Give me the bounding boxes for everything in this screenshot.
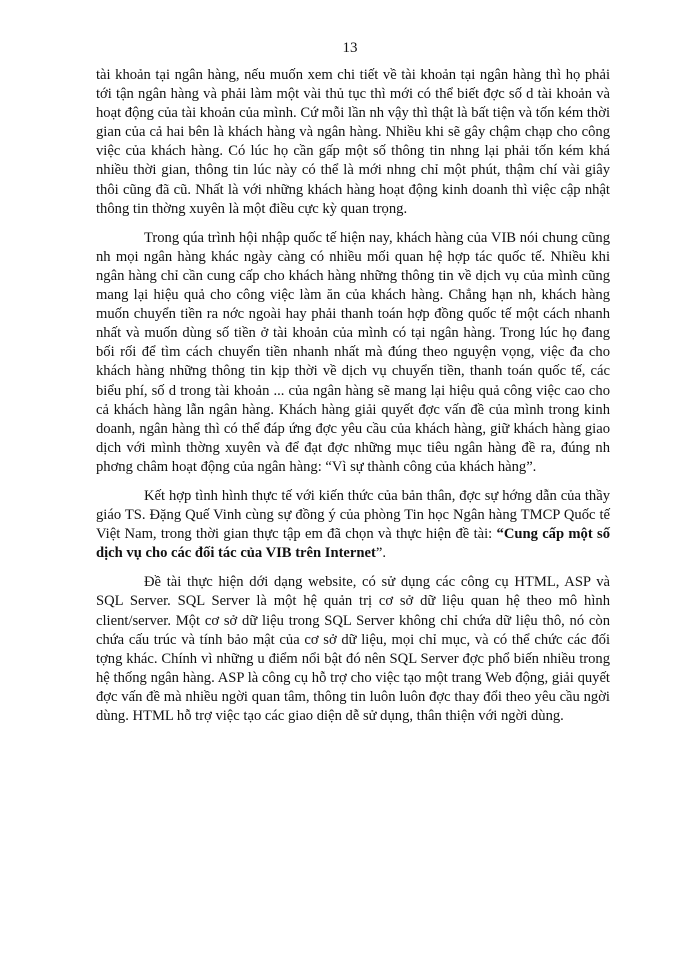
paragraph-thesis-topic	[96, 487, 610, 563]
paragraph-international-integration: Trong qúa trình hội nhập quốc tế hiện nay, khách hàng của VIB nói chung cũng nh mọi ngân hàng khác ngày càng có nhiều mối quan hệ hợp tác quốc tế. Nhiều khi ngân hàng chỉ cần cung cấp cho khách hàng những thông tin về dịch vụ của mình cũng mang lại hiệu quả cho công việc làm ăn của khách hàng. Chẳng hạn nh, khách hàng muốn chuyển tiền ra nớc ngoài hay phải thanh toán hợp đồng quốc tế một cách nhanh nhất và muốn dùng số tiền ở tài khoản của mình có tại ngân hàng. Trong lúc họ đang bối rối để tìm cách chuyển tiền nhanh nhất mà đúng theo nguyện vọng, việc đa cho khách hàng những thông tin kịp thời về dịch vụ chuyển tiền, thanh toán quốc tế, các biểu phí, số d trong tài khoản ... của ngân hàng sẽ mang lại hiệu quả công việc cao cho cả khách hàng lẫn ngân hàng. Khách hàng giải quyết đợc vấn đề của mình trong kinh doanh, ngân hàng thì có thể đáp ứng đợc yêu cầu của khách hàng, giữ khách hàng giao dịch với mình thờng xuyên và để đạt đợc những mục tiêu ngân hàng đề ra, đúng nh phơng châm hoạt động của ngân hàng: “Vì sự thành công của khách hàng”.	[96, 229, 610, 475]
paragraph-technologies: Đề tài thực hiện dới dạng website, có sử dụng các công cụ HTML, ASP và SQL Server. SQL Server là một hệ quản trị cơ sở dữ liệu quan hệ theo mô hình client/server. Một cơ sở dữ liệu trong SQL Server không chỉ chứa dữ liệu thô, nó còn chứa cấu trúc và tính bảo mật của cơ sở dữ liệu, mọi chỉ mục, và có thể chức các đối tợng khác. Chính vì những u điểm nổi bật đó nên SQL Server đợc phổ biến nhiều trong hệ thống ngân hàng. ASP là công cụ hỗ trợ cho việc tạo một trang Web động, giải quyết đợc vấn đề mà nhiều ngời quan tâm, thông tin luôn luôn đợc thay đổi theo yêu cầu ngời dùng. HTML hỗ trợ việc tạo các giao diện dễ sử dụng, thân thiện với ngời dùng.	[96, 574, 610, 724]
thesis-title: “Cung cấp một số dịch vụ cho các đối tác của VIB trên Internet	[96, 526, 610, 562]
thesis-intro-text: Kết hợp tình hình thực tế với kiến thức của bản thân, đợc sự hớng dẫn của thầy giáo TS. Đặng Quế Vinh cùng sự đồng ý của phòng Tin học Ngân hàng TMCP Quốc tế Việt Nam, trong thời gian thực tập em đã chọn và thực hiện đề tài:	[96, 487, 610, 543]
page-number: 13	[342, 40, 358, 56]
paragraph-account-info: tài khoản tại ngân hàng, nếu muốn xem chi tiết về tài khoản tại ngân hàng thì họ phải tới tận ngân hàng và phải làm một vài thủ tục thì mới có thể biết đợc số d tài khoản và hoạt động của tài khoản của mình. Cứ mỗi lần nh vậy thì thật là bất tiện và tốn kém thời gian của cả hai bên là khách hàng và ngân hàng. Nhiều khi sẽ gây chậm chạp cho công việc của khách hàng. Có lúc họ cần gấp một số thông tin nhng lại phải tốn kém khá nhiều thời gian, thông tin lúc này có thể là mới nhng chỉ một phút, thậm chí vài giây thôi cũng đã cũ. Nhất là với những khách hàng hoạt động kinh doanh thì việc cập nhật thông tin thờng xuyên là một điều cực kỳ quan trọng.	[96, 67, 610, 217]
document-body	[96, 66, 610, 736]
thesis-title-end: ”.	[375, 545, 386, 562]
